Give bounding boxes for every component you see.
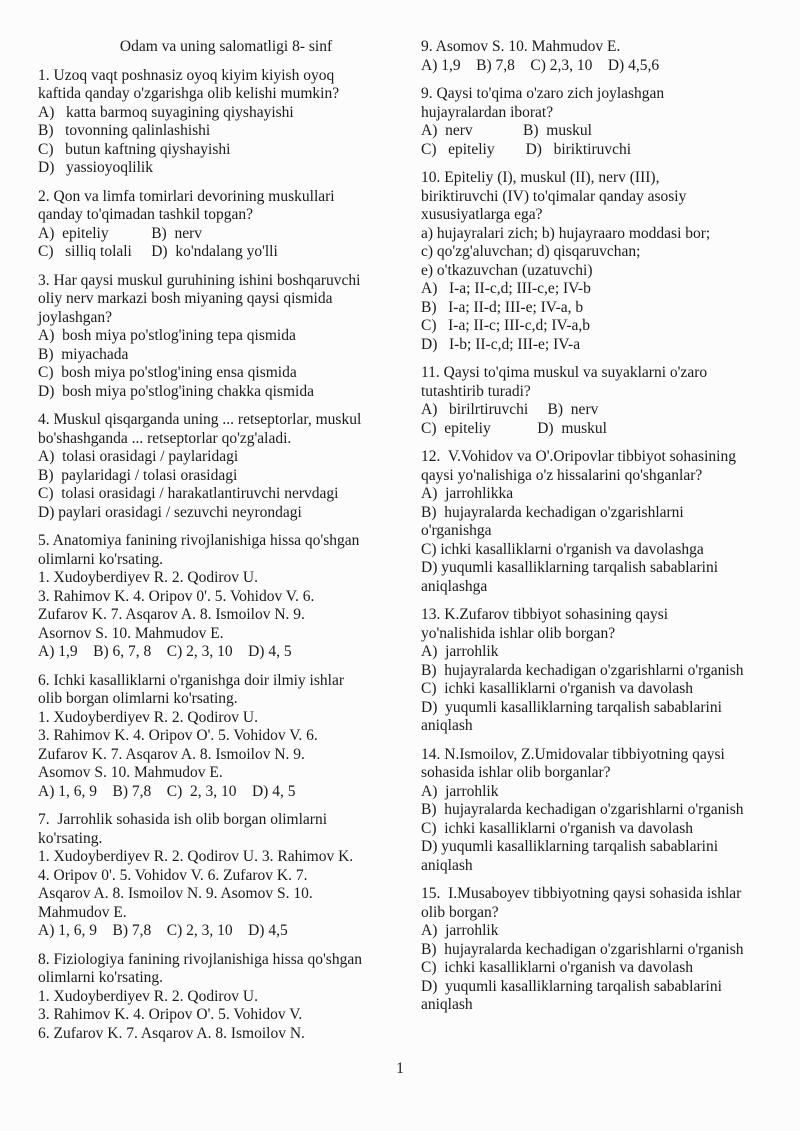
- document-title: [38, 38, 414, 57]
- question-11-line: C) epiteliy D) muskul: [421, 419, 607, 437]
- question-10-line: 10. Epiteliy (I), muskul (II), nerv (III),: [421, 169, 660, 186]
- question-13-line: B) hujayralarda kechadigan o'zgarishlarni o'rganish: [421, 661, 744, 679]
- question-10-line: D) I-b; II-c,d; III-e; IV-a: [421, 335, 581, 353]
- question-14-line: aniqlash: [421, 856, 473, 874]
- question-3-line: D) bosh miya po'stlog'ining chakka qismida: [38, 382, 314, 400]
- question-10-line: c) qo'zg'aluvchan; d) qisqaruvchan;: [421, 243, 641, 260]
- question-13-line: D) yuqumli kasalliklarning tarqalish sabablarini: [421, 698, 722, 716]
- question-6-line: Asomov S. 10. Mahmudov E.: [38, 764, 223, 781]
- question-9: [421, 85, 793, 159]
- question-8-line: 6. Zufarov K. 7. Asqarov A. 8. Ismoilov N.: [38, 1024, 305, 1042]
- question-4-line: A) tolasi orasidagi / paylaridagi: [38, 448, 239, 465]
- question-13-line: A) jarrohlik: [421, 643, 499, 660]
- question-10: [421, 169, 793, 354]
- question-8-continued: [421, 38, 793, 75]
- question-14-line: C) ichki kasalliklarni o'rganish va davolash: [421, 819, 693, 837]
- question-1-line: B) tovonning qalinlashishi: [38, 122, 211, 139]
- question-9-line: hujayralardan iborat?: [421, 103, 554, 121]
- question-6: [38, 672, 414, 802]
- question-5-line: olimlarni ko'rsating.: [38, 550, 164, 568]
- question-7-line: Mahmudov E.: [38, 903, 127, 921]
- question-12-line: o'rganishga: [421, 522, 492, 539]
- question-4-line: B) paylaridagi / tolasi orasidagi: [38, 466, 238, 484]
- question-1-line: D) yassioyoqlilik: [38, 159, 153, 176]
- question-9-line: C) epiteliy D) biriktiruvchi: [421, 140, 632, 158]
- question-14-line: sohasida ishlar olib borganlar?: [421, 764, 611, 781]
- question-5-line: Zufarov K. 7. Asqarov A. 8. Ismoilov N. 9.: [38, 606, 305, 623]
- left-column: [38, 38, 414, 1043]
- question-8-line: 3. Rahimov K. 4. Oripov O'. 5. Vohidov V.: [38, 1006, 303, 1023]
- question-3-line: oliy nerv markazi bosh miyaning qaysi qismida: [38, 290, 333, 307]
- question-10-line: A) I-a; II-c,d; III-c,e; IV-b: [421, 280, 591, 297]
- question-10-line: C) I-a; II-c; III-c,d; IV-a,b: [421, 317, 590, 334]
- question-8: [38, 951, 414, 1044]
- question-15-line: D) yuqumli kasalliklarning tarqalish sabablarini: [421, 977, 722, 995]
- question-5: [38, 532, 414, 662]
- question-6-line: 3. Rahimov K. 4. Oripov O'. 5. Vohidov V. 6.: [38, 727, 318, 744]
- page-number: 1: [396, 1060, 404, 1077]
- question-12-line: B) hujayralarda kechadigan o'zgarishlarni: [421, 503, 684, 521]
- question-5-line: 3. Rahimov K. 4. Oripov 0'. 5. Vohidov V. 6.: [38, 587, 315, 605]
- document-title-line: Odam va uning salomatligi 8- sinf: [119, 38, 333, 55]
- question-8-continued-line: 9. Asomov S. 10. Mahmudov E.: [421, 38, 621, 55]
- question-2-line: qanday to'qimadan tashkil topgan?: [38, 206, 254, 223]
- question-3-line: C) bosh miya po'stlog'ining ensa qismida: [38, 364, 297, 381]
- question-15-line: B) hujayralarda kechadigan o'zgarishlarni o'rganish: [421, 940, 744, 958]
- question-15-line: A) jarrohlik: [421, 922, 499, 939]
- question-13-line: aniqlash: [421, 717, 473, 734]
- question-3-line: joylashgan?: [38, 308, 113, 326]
- question-9-line: 9. Qaysi to'qima o'zaro zich joylashgan: [421, 85, 665, 102]
- question-3-line: B) miyachada: [38, 345, 129, 363]
- question-5-line: 5. Anatomiya fanining rivojlanishiga hissa qo'shgan: [38, 532, 360, 549]
- question-11-line: A) birilrtiruvchi B) nerv: [421, 401, 599, 418]
- question-5-line: Asornov S. 10. Mahmudov E.: [38, 624, 224, 642]
- question-1-line: 1. Uzoq vaqt poshnasiz oyoq kiyim kiyish oyoq: [38, 66, 335, 84]
- question-12-line: aniqlashga: [421, 577, 488, 595]
- question-7-line: A) 1, 6, 9 B) 7,8 C) 2, 3, 10 D) 4,5: [38, 922, 288, 939]
- question-7-line: 1. Xudoyberdiyev R. 2. Qodirov U. 3. Rahimov K.: [38, 848, 354, 865]
- question-5-line: 1. Xudoyberdiyev R. 2. Qodirov U.: [38, 569, 258, 586]
- question-7-line: 4. Oripov 0'. 5. Vohidov V. 6. Zufarov K. 7.: [38, 866, 308, 884]
- question-3-line: 3. Har qaysi muskul guruhining ishini boshqaruvchi: [38, 271, 361, 289]
- question-7-line: Asqarov A. 8. Ismoilov N. 9. Asomov S. 10.: [38, 885, 313, 902]
- question-7-line: ko'rsating.: [38, 829, 103, 847]
- question-11-line: 11. Qaysi to'qima muskul va suyaklarni o'zaro: [421, 364, 708, 381]
- question-6-line: 6. Ichki kasalliklarni o'rganishga doir ilmiy ishlar: [38, 671, 344, 689]
- right-column: [421, 38, 793, 1015]
- question-15-line: olib borgan?: [421, 903, 499, 921]
- question-2-line: C) silliq tolali D) ko'ndalang yo'lli: [38, 243, 278, 260]
- question-12-line: A) jarrohlikka: [421, 485, 514, 502]
- question-8-continued-line: A) 1,9 B) 7,8 C) 2,3, 10 D) 4,5,6: [421, 56, 660, 74]
- question-13: [421, 606, 793, 736]
- question-2: [38, 188, 414, 262]
- question-7: [38, 811, 414, 941]
- question-3-line: A) bosh miya po'stlog'ining tepa qismida: [38, 327, 296, 344]
- question-12-line: 12. V.Vohidov va O'.Oripovlar tibbiyot sohasining: [421, 448, 736, 465]
- question-14-line: A) jarrohlik: [421, 782, 499, 800]
- question-2-line: 2. Qon va limfa tomirlari devorining muskullari: [38, 187, 335, 205]
- question-10-line: biriktiruvchi (IV) to'qimalar qanday asosiy: [421, 187, 687, 205]
- question-6-line: Zufarov K. 7. Asqarov A. 8. Ismoilov N. 9.: [38, 745, 305, 763]
- question-6-line: olib borgan olimlarni ko'rsating.: [38, 690, 238, 707]
- question-11: [421, 364, 793, 438]
- question-15: [421, 885, 793, 1015]
- question-15-line: C) ichki kasalliklarni o'rganish va davolash: [421, 959, 693, 976]
- question-4-line: C) tolasi orasidagi / harakatlantiruvchi nervdagi: [38, 485, 339, 502]
- question-8-line: olimlarni ko'rsating.: [38, 969, 164, 986]
- question-1-line: A) katta barmoq suyagining qiyshayishi: [38, 103, 294, 121]
- question-1-line: kaftida qanday o'zgarishga olib kelishi mumkin?: [38, 85, 340, 102]
- question-15-line: aniqlash: [421, 996, 473, 1013]
- question-14-line: B) hujayralarda kechadigan o'zgarishlarni o'rganish: [421, 801, 744, 818]
- question-4-line: D) paylari orasidagi / sezuvchi neyrondagi: [38, 503, 302, 521]
- question-2-line: A) epiteliy B) nerv: [38, 224, 203, 242]
- question-10-line: e) o'tkazuvchan (uzatuvchi): [421, 261, 593, 279]
- question-15-line: 15. I.Musaboyev tibbiyotning qaysi sohasida ishlar: [421, 885, 742, 902]
- question-8-line: 8. Fiziologiya fanining rivojlanishiga hissa qo'shgan: [38, 950, 362, 968]
- question-7-line: 7. Jarrohlik sohasida ish olib borgan olimlarni: [38, 811, 328, 828]
- question-14-line: 14. N.Ismoilov, Z.Umidovalar tibbiyotning qaysi: [421, 745, 725, 763]
- question-6-line: 1. Xudoyberdiyev R. 2. Qodirov U.: [38, 708, 258, 726]
- question-1: [38, 67, 414, 178]
- question-14: [421, 746, 793, 876]
- question-8-line: 1. Xudoyberdiyev R. 2. Qodirov U.: [38, 987, 258, 1005]
- question-10-line: a) hujayralari zich; b) hujayraaro moddasi bor;: [421, 224, 711, 242]
- question-5-line: A) 1,9 B) 6, 7, 8 C) 2, 3, 10 D) 4, 5: [38, 643, 292, 660]
- question-11-line: tutashtirib turadi?: [421, 382, 531, 400]
- question-12-line: qaysi yo'nalishiga o'z hissalarini qo'shganlar?: [421, 466, 703, 484]
- question-1-line: C) butun kaftning qiyshayishi: [38, 140, 231, 158]
- question-13-line: C) ichki kasalliklarni o'rganish va davolash: [421, 680, 693, 697]
- question-12: [421, 448, 793, 596]
- question-10-line: B) I-a; II-d; III-e; IV-a, b: [421, 298, 584, 316]
- question-13-line: 13. K.Zufarov tibbiyot sohasining qaysi: [421, 606, 669, 623]
- question-9-line: A) nerv B) muskul: [421, 122, 592, 139]
- question-4-line: 4. Muskul qisqarganda uning ... retseptorlar, muskul: [38, 411, 362, 428]
- question-12-line: D) yuqumli kasalliklarning tarqalish sabablarini: [421, 559, 719, 576]
- question-6-line: A) 1, 6, 9 B) 7,8 C) 2, 3, 10 D) 4, 5: [38, 782, 296, 800]
- question-12-line: C) ichki kasalliklarni o'rganish va davolashga: [421, 540, 704, 558]
- question-4: [38, 411, 414, 522]
- question-10-line: xususiyatlarga ega?: [421, 206, 543, 223]
- question-13-line: yo'nalishida ishlar olib borgan?: [421, 624, 616, 642]
- question-4-line: bo'shashganda ... retseptorlar qo'zg'aladi.: [38, 429, 292, 447]
- question-14-line: D) yuqumli kasalliklarning tarqalish sabablarini: [421, 838, 719, 855]
- question-3: [38, 272, 414, 402]
